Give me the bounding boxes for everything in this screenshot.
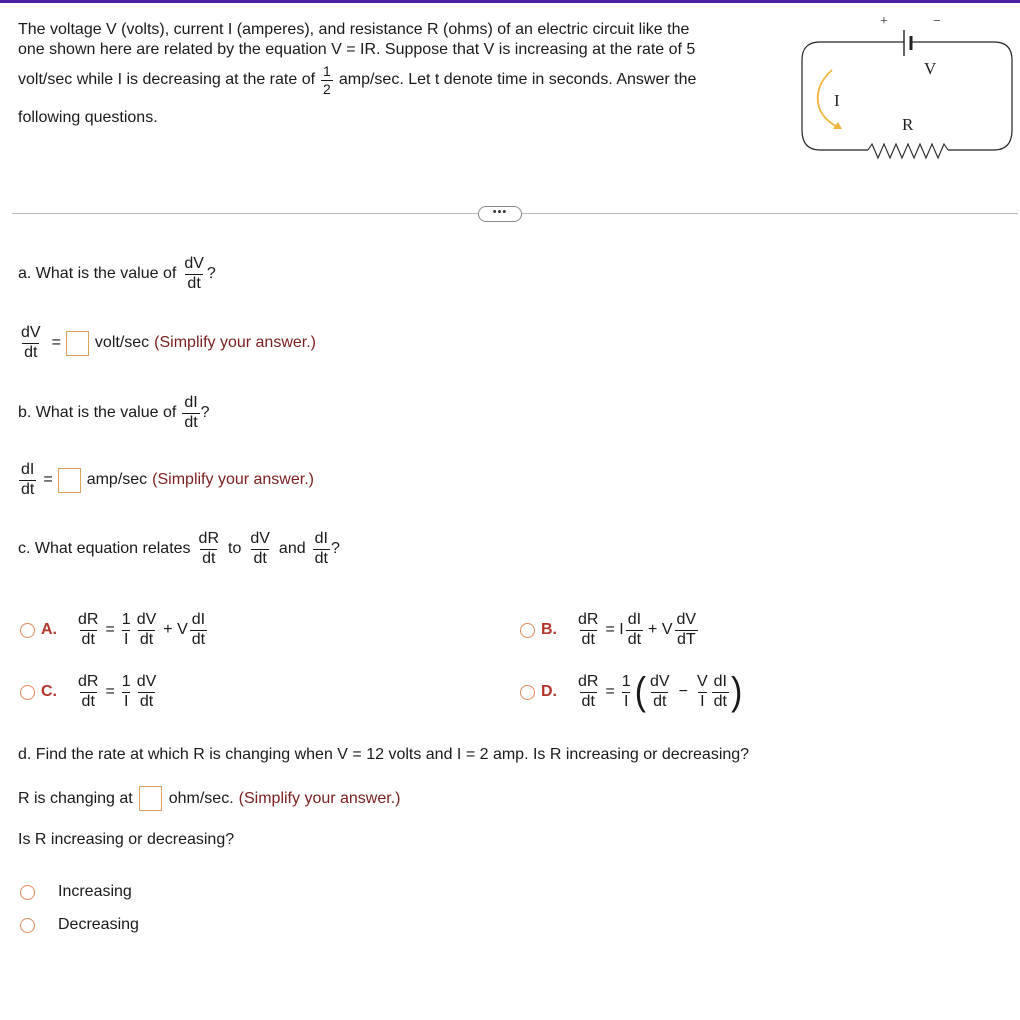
option-b-frac-3-num: dV xyxy=(676,611,697,628)
part-a-den: dt xyxy=(187,274,201,292)
option-a-frac-3-num: dV xyxy=(136,611,157,628)
option-d-frac-3 xyxy=(648,674,672,711)
option-d-eq: = xyxy=(605,683,615,701)
part-c-question xyxy=(18,531,340,568)
option-a-radio[interactable] xyxy=(20,623,35,638)
part-b-unit: amp/sec xyxy=(86,471,148,489)
option-d-left-paren: ( xyxy=(634,670,647,715)
option-b-radio[interactable] xyxy=(520,623,535,638)
part-b-answer-input[interactable] xyxy=(58,468,81,493)
part-c-f2-den: dt xyxy=(253,549,267,567)
option-a-frac-1-num: dR xyxy=(78,611,99,628)
option-d-frac-2-num: 1 xyxy=(621,673,631,690)
option-b[interactable] xyxy=(520,612,699,649)
part-a-ans-den: dt xyxy=(24,343,38,361)
option-a-frac-2 xyxy=(120,612,133,649)
option-d-frac-3-den: dt xyxy=(653,692,667,710)
option-b-frac-2 xyxy=(626,612,643,649)
option-b-frac-3-den: dT xyxy=(676,630,696,648)
part-b-num: dI xyxy=(184,394,198,411)
part-b-question-text: b. What is the value of xyxy=(18,404,177,422)
part-a-question xyxy=(18,256,216,293)
option-c-frac-1-num: dR xyxy=(78,673,99,690)
choice-increasing[interactable] xyxy=(20,883,132,901)
part-a-unit: volt/sec xyxy=(94,334,150,352)
part-c-f2-num: dV xyxy=(250,530,270,547)
voltage-label: V xyxy=(924,59,937,78)
option-d-frac-4-den: I xyxy=(700,692,705,710)
option-d-right-paren: ) xyxy=(730,670,743,715)
option-d[interactable] xyxy=(520,670,743,715)
option-d-frac-1 xyxy=(576,674,600,711)
choice-decreasing[interactable] xyxy=(20,916,139,934)
option-c-radio[interactable] xyxy=(20,685,35,700)
option-a-frac-1 xyxy=(76,612,100,649)
part-a-hint: (Simplify your answer.) xyxy=(154,334,316,352)
option-c-frac-3-den: dt xyxy=(139,692,154,710)
option-d-frac-1-den: dt xyxy=(581,692,595,710)
option-d-frac-5 xyxy=(712,674,729,711)
part-d-hint: (Simplify your answer.) xyxy=(238,789,401,807)
option-b-plus: + V xyxy=(648,621,673,639)
part-d-question-text: d. Find the rate at which R is changing when V = 12 volts and I = 2 amp. Is R increasing or decreasing? xyxy=(18,746,750,763)
rate-den: 2 xyxy=(323,80,331,97)
option-d-frac-5-den: dt xyxy=(713,692,727,710)
choice-decreasing-label: Decreasing xyxy=(58,916,139,933)
option-b-eq: = I xyxy=(605,621,624,639)
option-b-frac-1-num: dR xyxy=(578,611,599,628)
intro-line-4: following questions. xyxy=(18,109,158,127)
option-b-frac-1-den: dt xyxy=(581,630,595,648)
option-d-radio[interactable] xyxy=(520,685,535,700)
part-b-ans-den: dt xyxy=(21,480,35,498)
problem-statement xyxy=(18,20,778,128)
part-d-question-2: Is R increasing or decreasing? xyxy=(18,831,235,848)
option-d-label: D. xyxy=(541,683,557,701)
option-a-frac-2-num: 1 xyxy=(121,611,131,628)
part-c-f1-den: dt xyxy=(202,549,216,567)
part-d-question xyxy=(18,746,749,764)
part-a-question-text: a. What is the value of xyxy=(18,265,177,283)
resistance-label: R xyxy=(902,115,914,134)
part-c-fraction-3 xyxy=(313,531,330,568)
choice-increasing-label: Increasing xyxy=(58,883,132,900)
circuit-diagram xyxy=(798,10,1018,180)
part-a-answer-fraction xyxy=(19,325,43,362)
show-more-button[interactable]: ••• xyxy=(478,206,522,222)
choice-decreasing-radio[interactable] xyxy=(20,918,35,933)
part-c-suffix: ? xyxy=(330,540,340,558)
part-b-hint: (Simplify your answer.) xyxy=(152,471,314,489)
part-c-question-text: c. What equation relates xyxy=(18,540,191,558)
part-b-answer-fraction xyxy=(19,462,36,499)
part-a-suffix: ? xyxy=(206,265,216,283)
part-b-ans-num: dI xyxy=(21,461,35,478)
option-c-frac-3-num: dV xyxy=(136,673,157,690)
option-a-frac-1-den: dt xyxy=(81,630,95,648)
part-b-suffix: ? xyxy=(200,404,210,422)
part-a-ans-num: dV xyxy=(21,324,41,341)
minus-terminal-label: − xyxy=(933,14,941,29)
option-c-frac-2-den: I xyxy=(124,692,129,710)
option-d-frac-4 xyxy=(695,674,710,711)
option-c-eq: = xyxy=(105,683,115,701)
option-b-frac-2-num: dI xyxy=(627,611,642,628)
option-d-minus: − xyxy=(678,683,688,701)
option-a-frac-3 xyxy=(135,612,159,649)
part-c-to: to xyxy=(228,540,242,558)
part-c-f1-num: dR xyxy=(198,530,219,547)
option-a-frac-4-num: dI xyxy=(191,611,206,628)
option-a-frac-3-den: dt xyxy=(139,630,154,648)
option-d-frac-2-den: I xyxy=(624,692,629,710)
option-d-frac-3-num: dV xyxy=(650,673,670,690)
option-c-frac-2-num: 1 xyxy=(121,673,131,690)
part-a-fraction xyxy=(182,256,206,293)
part-b-equals: = xyxy=(43,471,53,489)
part-c-f3-den: dt xyxy=(314,549,328,567)
option-d-frac-1-num: dR xyxy=(578,673,599,690)
option-a[interactable] xyxy=(20,612,208,649)
option-d-frac-4-num: V xyxy=(696,673,708,690)
plus-terminal-label: + xyxy=(880,14,888,29)
part-d-unit: ohm/sec. xyxy=(168,789,234,807)
option-c-label: C. xyxy=(41,683,57,701)
option-c-frac-3 xyxy=(135,674,159,711)
option-c-frac-2 xyxy=(120,674,133,711)
option-a-frac-4 xyxy=(190,612,207,649)
intro-line-2: one shown here are related by the equation V = IR. Suppose that V is increasing at the rate of 5 xyxy=(18,41,696,58)
part-c-fraction-1 xyxy=(197,531,221,568)
choice-increasing-radio[interactable] xyxy=(20,885,35,900)
option-d-frac-2 xyxy=(620,674,633,711)
option-a-frac-2-den: I xyxy=(124,630,129,648)
intro-line-3-pre: volt/sec while I is decreasing at the rate of xyxy=(18,71,316,89)
current-label: I xyxy=(834,91,840,110)
option-b-frac-2-den: dt xyxy=(627,630,642,648)
part-b-question xyxy=(18,395,210,432)
option-a-frac-4-den: dt xyxy=(191,630,206,648)
intro-line-3 xyxy=(18,64,778,96)
part-b-fraction xyxy=(182,395,199,432)
rate-fraction xyxy=(321,64,333,96)
option-a-plus: + V xyxy=(163,621,188,639)
option-a-label: A. xyxy=(41,621,57,639)
option-c-frac-1-den: dt xyxy=(81,692,95,710)
part-a-answer-input[interactable] xyxy=(66,331,89,356)
option-c-frac-1 xyxy=(76,674,100,711)
part-c-and: and xyxy=(278,540,306,558)
part-b-answer-row xyxy=(18,462,314,499)
part-d-prefix: R is changing at xyxy=(18,789,133,807)
option-b-frac-1 xyxy=(576,612,600,649)
part-d-answer-input[interactable] xyxy=(139,786,162,811)
option-c[interactable] xyxy=(20,674,159,711)
option-b-label: B. xyxy=(541,621,557,639)
part-b-den: dt xyxy=(184,413,198,431)
part-a-equals: = xyxy=(51,334,61,352)
option-b-frac-3 xyxy=(675,612,699,649)
part-c-f3-num: dI xyxy=(314,530,328,547)
part-c-fraction-2 xyxy=(248,531,272,568)
option-a-eq: = xyxy=(105,621,115,639)
part-a-answer-row xyxy=(18,325,316,362)
option-d-frac-5-num: dI xyxy=(713,673,727,690)
intro-line-1: The voltage V (volts), current I (amperes), and resistance R (ohms) of an electric circuit like the xyxy=(18,21,690,38)
part-a-num: dV xyxy=(184,255,204,272)
top-accent-bar xyxy=(0,0,1020,3)
rate-num: 1 xyxy=(323,63,331,79)
intro-line-3-post: amp/sec. Let t denote time in seconds. Answer the xyxy=(338,71,697,89)
part-d-answer-row xyxy=(18,786,400,811)
